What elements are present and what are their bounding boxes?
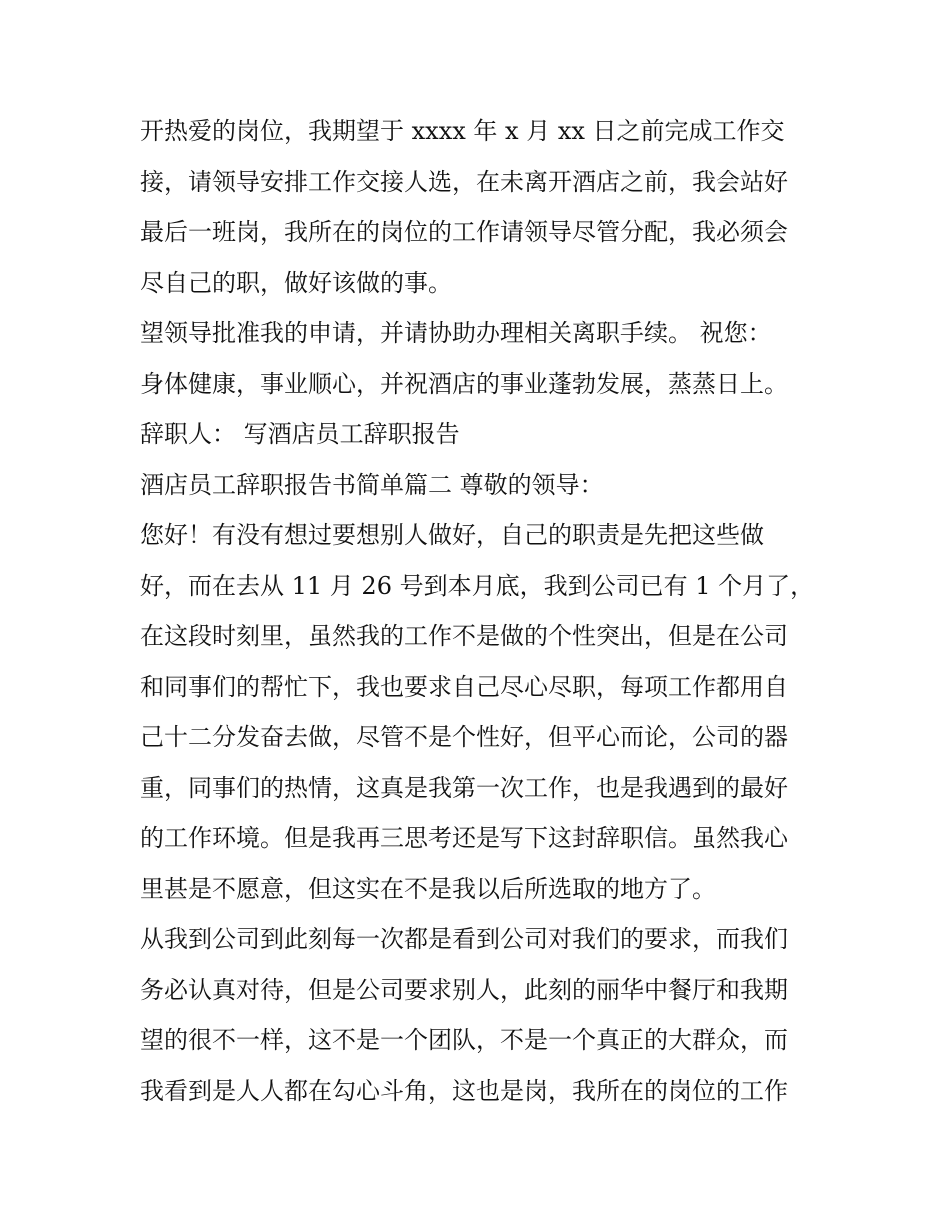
text-line: 望的很不一样，这不是一个团队，不是一个真正的大群众，而: [140, 1026, 788, 1054]
text-line: 好，而在去从 11 月 26 号到本月底，我到公司已有 1 个月了，: [140, 571, 815, 600]
signature-line: 辞职人： 写酒店员工辞职报告: [140, 420, 460, 448]
text-line: 开热爱的岗位，我期望于 xxxx 年 x 月 xx 日之前完成工作交: [140, 117, 785, 145]
text-line: 尽自己的职，做好该做的事。: [140, 268, 452, 297]
text-line: 在这段时刻里，虽然我的工作不是做的个性突出，但是在公司: [140, 622, 788, 650]
text-line: 从我到公司到此刻每一次都是看到公司对我们的要求，而我们: [140, 925, 788, 953]
text-line: 和同事们的帮忙下，我也要求自己尽心尽职，每项工作都用自: [140, 672, 788, 701]
text-line: 务必认真对待，但是公司要求别人，此刻的丽华中餐厅和我期: [140, 975, 788, 1004]
text-line: 最后一班岗，我所在的岗位的工作请领导尽管分配，我必须会: [140, 218, 788, 246]
text-line: 重，同事们的热情，这真是我第一次工作，也是我遇到的最好: [140, 773, 788, 802]
text-line: 望领导批准我的申请，并请协助办理相关离职手续。 祝您：: [140, 319, 772, 347]
text-line: 里甚是不愿意，但这实在不是我以后所选取的地方了。: [140, 874, 716, 903]
text-line: 您好！有没有想过要想别人做好，自己的职责是先把这些做: [140, 521, 764, 549]
document-body: [140, 106, 820, 1116]
text-line: 的工作环境。但是我再三思考还是写下这封辞职信。虽然我心: [140, 824, 788, 852]
section-heading: 酒店员工辞职报告书简单篇二 尊敬的领导：: [140, 470, 604, 499]
text-line: 我看到是人人都在勾心斗角，这也是岗，我所在的岗位的工作: [140, 1076, 788, 1105]
text-line: 身体健康，事业顺心，并祝酒店的事业蓬勃发展，蒸蒸日上。: [140, 369, 788, 398]
text-line: 己十二分发奋去做，尽管不是个性好，但平心而论，公司的器: [140, 723, 788, 751]
text-line: 接，请领导安排工作交接人选，在未离开酒店之前，我会站好: [140, 167, 788, 196]
